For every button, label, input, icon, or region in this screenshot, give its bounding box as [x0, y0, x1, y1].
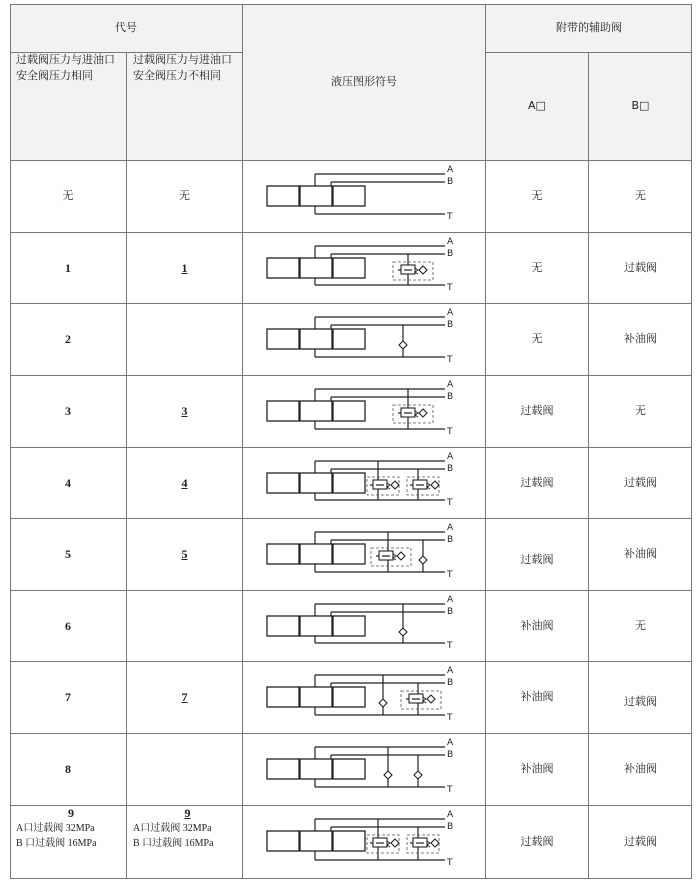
symbol-row-3: [243, 375, 485, 447]
header-code-same-line2: 安全阀压力相同: [16, 69, 93, 82]
spool-center: [300, 258, 332, 278]
row-0-code-diff: 无: [179, 189, 190, 202]
row-9-diff-note-a: A口过载阀 32MPa: [133, 823, 212, 834]
row-1-code-same: 1: [65, 260, 71, 275]
row-6-code-same: 6: [65, 618, 71, 633]
spool-right: [333, 473, 365, 493]
port-a-label: A: [447, 237, 454, 247]
row-4-aux-a: 过载阀: [520, 475, 554, 489]
row-3-aux-b: 无: [635, 404, 646, 417]
symbol-row-7: [243, 661, 485, 733]
relief-a-check: [391, 481, 399, 489]
port-b-label: B: [447, 320, 454, 330]
port-t-label: T: [447, 427, 453, 437]
row-8-code-diff: [127, 733, 242, 805]
symbol-row-2: [243, 303, 485, 375]
makeup-b: [414, 771, 422, 779]
port-b-label: B: [447, 392, 454, 402]
port-a-label: A: [447, 595, 454, 605]
port-b-label: B: [447, 177, 454, 187]
port-t-label: T: [447, 785, 453, 795]
row-4-code-diff-wrap: [127, 447, 242, 518]
port-b-label: B: [447, 750, 454, 760]
port-b-label: B: [447, 607, 454, 617]
port-b-label: B: [447, 822, 454, 832]
row-1-aux-a: 无: [531, 260, 543, 274]
spool-right: [333, 616, 365, 636]
symbol-row-4: [243, 447, 485, 518]
row-9-code-diff: 9: [184, 806, 191, 820]
row-7-aux-b: 过载阀: [624, 695, 657, 708]
spool-right: [333, 759, 365, 779]
symbol-row-5: [243, 518, 485, 590]
relief-a-check: [391, 839, 399, 847]
row-6-code-diff: [127, 590, 242, 661]
header-code-diff-line1: 过载阀压力与进油口: [133, 53, 232, 66]
row-7-code-diff-wrap: [127, 661, 242, 733]
spool-left: [267, 687, 299, 707]
spool-left: [267, 186, 299, 206]
header-aux: 附带的辅助阀: [556, 21, 622, 34]
makeup-a: [399, 628, 407, 636]
header-symbol: 液压图形符号: [331, 75, 397, 88]
row-2-code-diff: [127, 303, 242, 375]
port-a-label: A: [447, 380, 454, 390]
row-9-aux-b: 过载阀: [624, 834, 657, 848]
row-4-code-same: 4: [65, 475, 71, 490]
row-8-aux-b: 补油阀: [624, 762, 657, 775]
spool-right: [333, 831, 365, 851]
relief-b-check: [419, 266, 427, 274]
port-b-label: B: [447, 678, 454, 688]
spool-right: [333, 544, 365, 564]
row-2-code-same: 2: [65, 332, 71, 346]
row-9-same-note-b: B 口过载阀 16MPa: [16, 838, 97, 849]
spool-left: [267, 544, 299, 564]
header-code-diff-line2: 安全阀压力不相同: [133, 69, 221, 82]
spool-center: [300, 473, 332, 493]
row-5-aux-b: 补油阀: [624, 547, 657, 560]
port-a-label: A: [447, 738, 454, 748]
row-9-aux-a: 过载阀: [520, 834, 554, 848]
row-9-code-same-cell: [10, 805, 126, 878]
row-2-aux-a: 无: [531, 332, 543, 345]
symbol-row-0: [243, 160, 485, 232]
port-t-label: T: [447, 498, 453, 508]
spool-right: [333, 186, 365, 206]
row-5-code-diff: 5: [181, 547, 188, 561]
port-t-label: T: [447, 641, 453, 651]
relief-b-check: [431, 839, 439, 847]
relief-a-check: [397, 552, 405, 560]
row-0-aux-a: 无: [531, 189, 543, 202]
row-9-code-same: 9: [68, 806, 74, 820]
symbol-row-6: [243, 590, 485, 661]
port-a-label: A: [447, 165, 454, 175]
port-t-label: T: [447, 355, 453, 365]
header-aux-b: B□: [631, 99, 650, 112]
spool-left: [267, 258, 299, 278]
row-3-code-same: 3: [65, 404, 71, 418]
spool-center: [300, 759, 332, 779]
row-1-code-diff-wrap: [127, 232, 242, 303]
spool-right: [333, 687, 365, 707]
port-a-label: A: [447, 452, 454, 462]
port-t-label: T: [447, 212, 453, 222]
port-t-label: T: [447, 570, 453, 580]
header-code-diff: [127, 52, 242, 160]
port-a-label: A: [447, 308, 454, 318]
spool-center: [300, 401, 332, 421]
row-8-code-same: 8: [65, 762, 71, 776]
spool-left: [267, 616, 299, 636]
header-code-same-line1: 过载阀压力与进油口: [16, 53, 115, 66]
port-a-label: A: [447, 810, 454, 820]
relief-a-check: [419, 409, 427, 417]
row-5-code-same: 5: [65, 547, 71, 561]
row-7-code-same: 7: [65, 690, 71, 704]
makeup-a: [384, 771, 392, 779]
port-b-label: B: [447, 535, 454, 545]
row-0-aux-b: 无: [635, 189, 646, 202]
port-t-label: T: [447, 713, 453, 723]
symbol-row-8: [243, 733, 485, 805]
header-aux-a: A□: [528, 99, 546, 112]
row-3-code-diff-wrap: [127, 375, 242, 447]
row-9-diff-note-b: B 口过载阀 16MPa: [133, 838, 214, 849]
makeup-a: [379, 699, 387, 707]
row-3-aux-a: 过载阀: [520, 404, 554, 417]
row-7-code-diff: 7: [181, 690, 188, 704]
port-t-label: T: [447, 283, 453, 293]
header-code-same: [10, 52, 126, 160]
spool-center: [300, 616, 332, 636]
spool-right: [333, 258, 365, 278]
row-6-aux-a: 补油阀: [520, 618, 554, 632]
symbol-row-9: [243, 805, 485, 878]
row-5-code-diff-wrap: [127, 518, 242, 590]
spool-left: [267, 329, 299, 349]
spool-left: [267, 831, 299, 851]
row-0-code-same: 无: [62, 189, 74, 202]
spool-right: [333, 401, 365, 421]
port-a-label: A: [447, 523, 454, 533]
spool-center: [300, 329, 332, 349]
port-b-label: B: [447, 249, 454, 259]
spool-right: [333, 329, 365, 349]
row-1-aux-b: 过载阀: [624, 260, 657, 274]
row-4-aux-b: 过载阀: [624, 475, 657, 489]
row-4-code-diff: 4: [181, 475, 188, 490]
spool-center: [300, 544, 332, 564]
row-7-aux-a: 补油阀: [520, 690, 554, 703]
relief-b-check: [427, 695, 435, 703]
symbol-row-1: [243, 232, 485, 303]
row-3-code-diff: 3: [181, 404, 188, 418]
row-9-same-note-a: A口过载阀 32MPa: [16, 823, 95, 834]
row-5-aux-a: 过载阀: [520, 553, 554, 566]
port-b-label: B: [447, 464, 454, 474]
spool-left: [267, 759, 299, 779]
port-t-label: T: [447, 858, 453, 868]
port-a-label: A: [447, 666, 454, 676]
makeup-b: [399, 341, 407, 349]
spool-left: [267, 401, 299, 421]
spool-left: [267, 473, 299, 493]
header-code: 代号: [115, 21, 137, 34]
row-9-code-diff-cell: [127, 805, 242, 878]
spool-center: [300, 687, 332, 707]
relief-b-check: [431, 481, 439, 489]
row-8-aux-a: 补油阀: [520, 762, 554, 775]
spool-center: [300, 831, 332, 851]
row-2-aux-b: 补油阀: [624, 332, 657, 345]
makeup-b: [419, 556, 427, 564]
row-6-aux-b: 无: [635, 618, 646, 632]
spool-center: [300, 186, 332, 206]
row-1-code-diff: 1: [181, 260, 188, 275]
